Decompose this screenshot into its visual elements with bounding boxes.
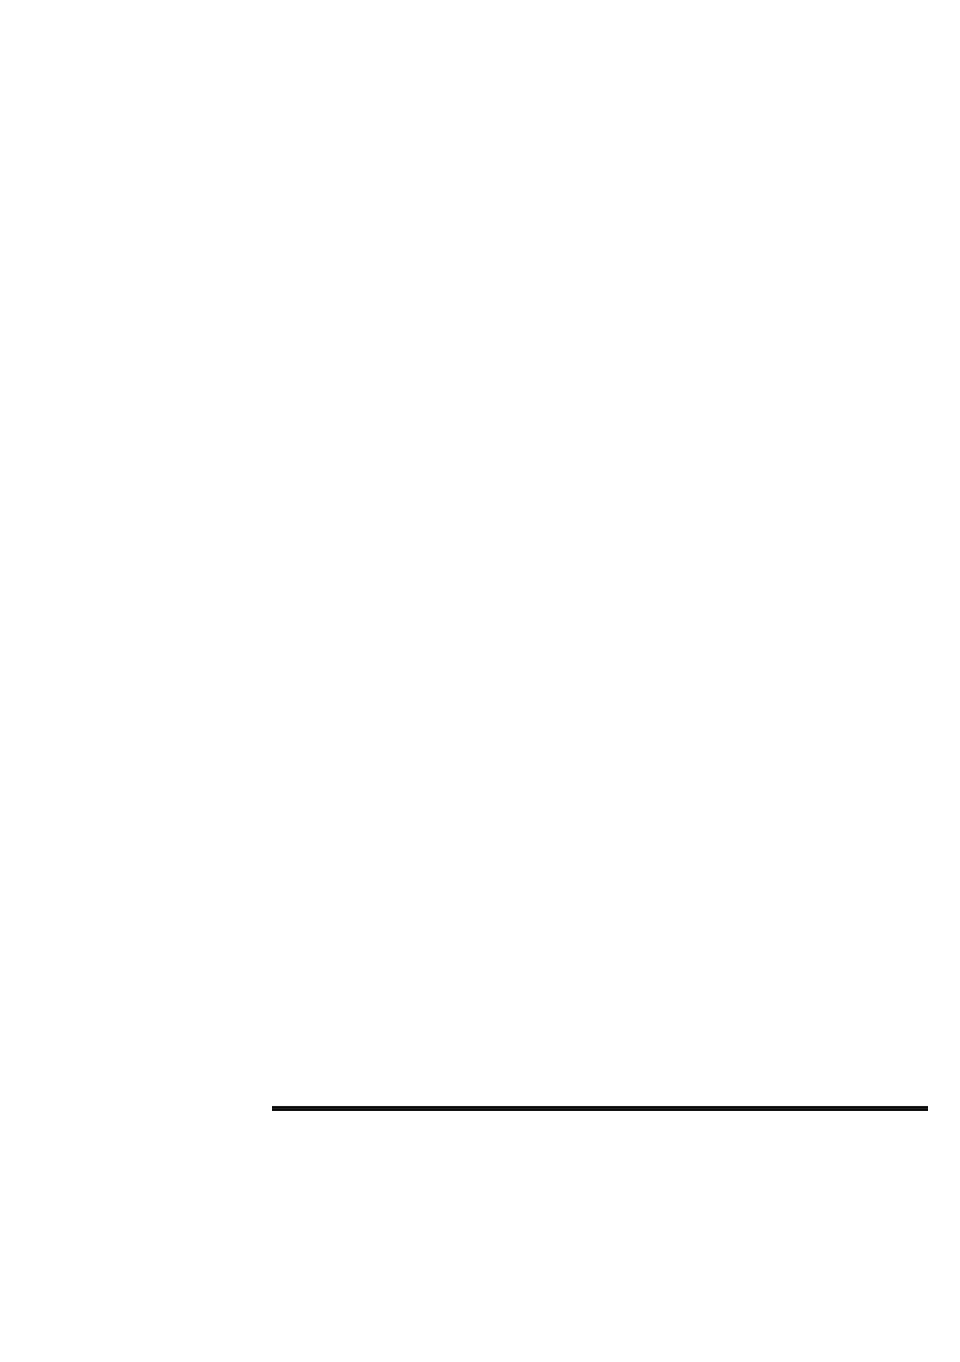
- footer-rule: [272, 1106, 928, 1111]
